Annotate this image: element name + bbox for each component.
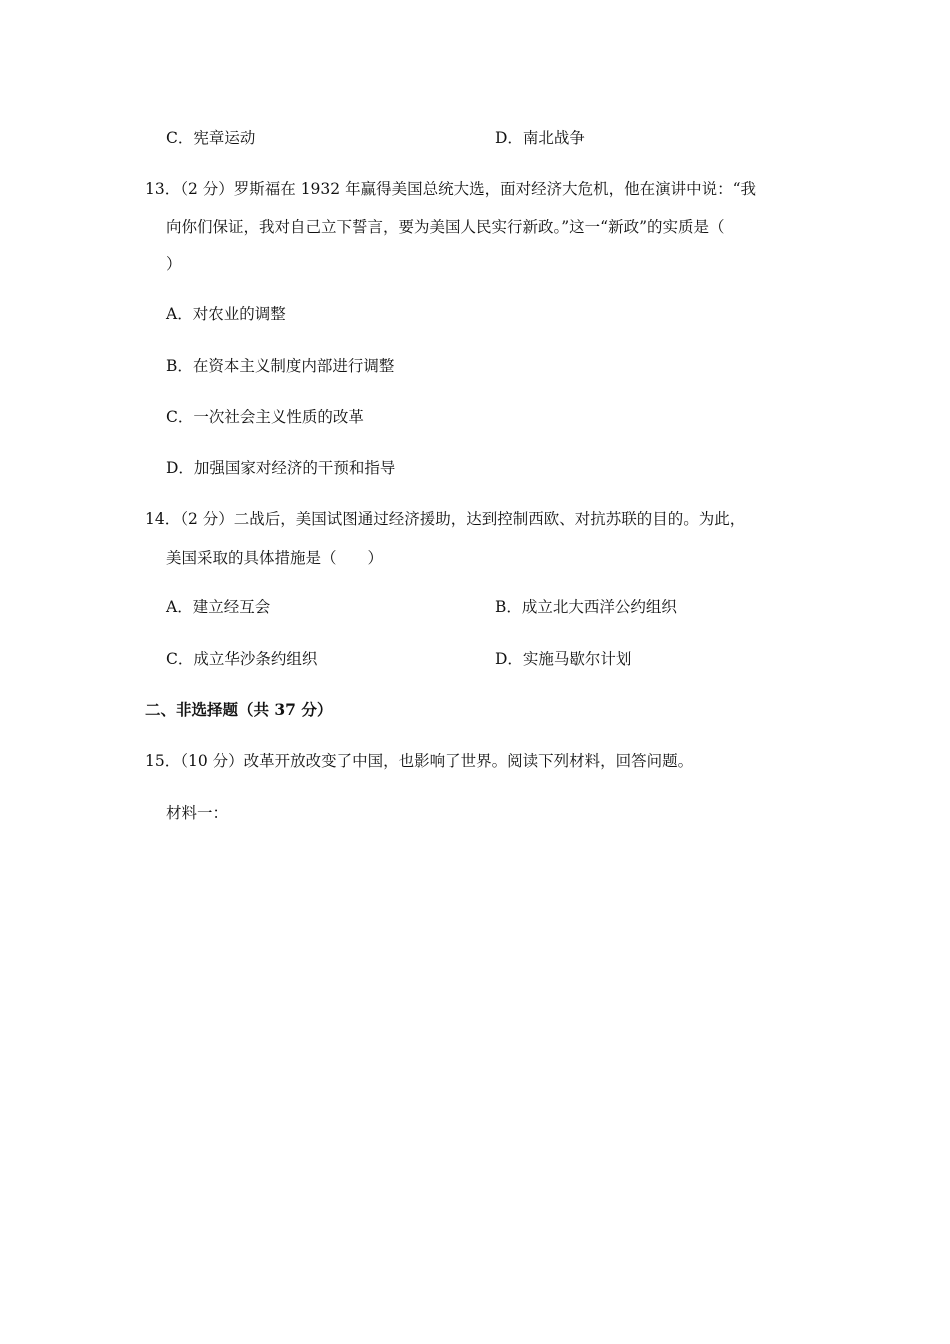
q12-option-d: D．南北战争	[495, 129, 585, 147]
q15-material1-label: 材料一：	[166, 804, 229, 822]
q13-option-d: D．加强国家对经济的干预和指导	[166, 459, 396, 477]
q13-option-a: A．对农业的调整	[166, 305, 286, 323]
q15-stem-line1: 15．（10 分）改革开放改变了中国，也影响了世界。阅读下列材料，回答问题。	[145, 752, 694, 770]
q14-option-d: D．实施马歇尔计划	[495, 650, 632, 668]
q13-option-b: B．在资本主义制度内部进行调整	[166, 357, 395, 375]
q14-option-a: A．建立经互会	[166, 598, 271, 616]
q12-option-c: C．宪章运动	[166, 129, 256, 147]
q14-stem-line1: 14．（2 分）二战后，美国试图通过经济援助，达到控制西欧、对抗苏联的目的。为此，	[145, 510, 746, 528]
q13-stem-line1: 13．（2 分）罗斯福在 1932 年赢得美国总统大选，面对经济大危机，他在演讲中说：“我	[145, 180, 756, 198]
q13-stem-line2: 向你们保证，我对自己立下誓言，要为美国人民实行新政。”这一“新政”的实质是（	[166, 218, 725, 236]
q13-option-c: C．一次社会主义性质的改革	[166, 408, 364, 426]
q14-option-b: B．成立北大西洋公约组织	[495, 598, 677, 616]
section-heading: 二、非选择题（共 37 分）	[145, 700, 333, 719]
q13-stem-line3: ）	[166, 255, 182, 273]
q14-option-c: C．成立华沙条约组织	[166, 650, 318, 668]
q14-stem-line2: 美国采取的具体措施是（ ）	[166, 549, 384, 567]
